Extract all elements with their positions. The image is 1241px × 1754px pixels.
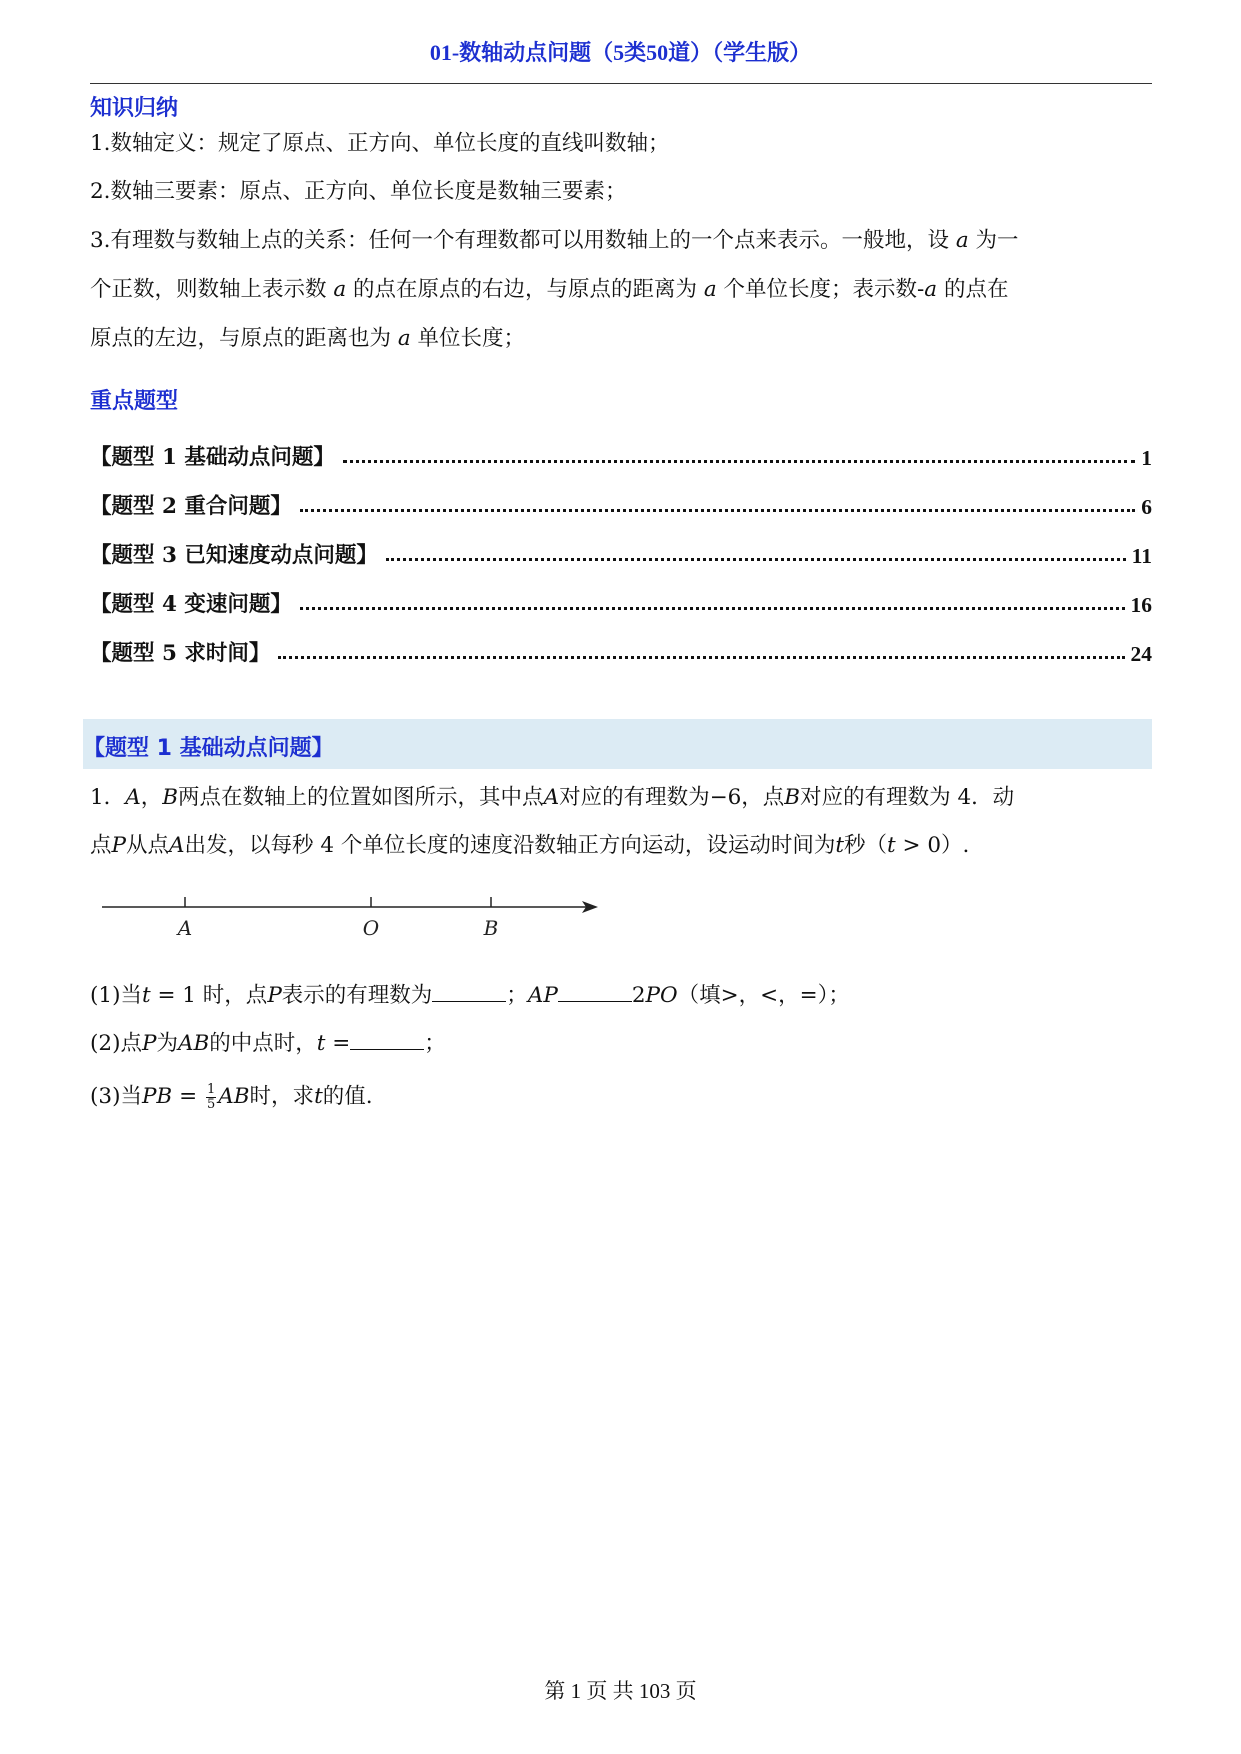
answer-blank[interactable] — [350, 1027, 424, 1050]
toc-leader-dots — [300, 607, 1125, 610]
knowledge-item-2: 2.数轴三要素：原点、正方向、单位长度是数轴三要素； — [90, 179, 627, 204]
knowledge-item-3-line-2: 个正数，则数轴上表示数 a 的点在原点的右边，与原点的距离为 a 个单位长度；表示数-a 的点在 — [90, 277, 1009, 302]
knowledge-section-title: 知识归纳 — [90, 96, 179, 121]
var-a: a — [924, 277, 938, 302]
toc-leader-dots — [343, 460, 1135, 463]
problem-1-line-2: 点P从点A出发，以每秒 4 个单位长度的速度沿数轴正方向运动，设运动时间为t秒（t > 0）. — [90, 833, 970, 858]
toc-page-number: 1 — [1141, 446, 1152, 470]
knowledge-item-3-line-1: 3.有理数与数轴上点的关系：任何一个有理数都可以用数轴上的一个点来表示。一般地，设 a 为一 — [90, 228, 1019, 253]
toc-label: 【题型 2 重合问题】 — [90, 494, 292, 519]
question-3: (3)当PB = $\frac{1}{5}$ AB时，求t的值. — [90, 1081, 373, 1112]
toc-page-number: 11 — [1131, 544, 1152, 568]
knowledge-item-1: 1.数轴定义：规定了原点、正方向、单位长度的直线叫数轴； — [90, 131, 670, 156]
question-2: (2)点P为AB的中点时，t = ； — [90, 1027, 1152, 1061]
var-a: a — [333, 277, 347, 302]
toc-leader-dots — [386, 558, 1126, 561]
toc-page-number: 6 — [1141, 495, 1152, 519]
label-a: A — [177, 916, 193, 940]
toc-row[interactable] — [90, 535, 1152, 569]
page-header-title: 01-数轴动点问题（5类50道）（学生版） — [429, 40, 812, 65]
key-types-section-title: 重点题型 — [90, 389, 179, 414]
toc-leader-dots — [278, 656, 1124, 659]
section-1-title: 【题型 1 基础动点问题】 — [83, 736, 334, 761]
fraction: $\frac{1}{5}$ — [206, 1081, 216, 1112]
number-line-figure — [98, 880, 618, 940]
var-a: a — [397, 326, 411, 351]
problem-1-line-1: 1．A，B两点在数轴上的位置如图所示，其中点A对应的有理数为−6，点B对应的有理数为 4．动 — [90, 785, 1015, 810]
toc-page-number: 24 — [1130, 642, 1152, 666]
var-a: a — [703, 277, 717, 302]
toc-row[interactable] — [90, 486, 1152, 520]
toc-label: 【题型 4 变速问题】 — [90, 592, 292, 617]
question-1: (1)当t = 1 时，点P表示的有理数为 ；AP 2PO（填>，<，=）； — [90, 979, 1152, 1013]
page-footer: 第 1 页 共 103 页 — [544, 1679, 697, 1703]
toc-page-number: 16 — [1130, 593, 1152, 617]
toc-label: 【题型 5 求时间】 — [90, 641, 271, 666]
label-o: O — [362, 916, 380, 940]
toc-label: 【题型 1 基础动点问题】 — [90, 445, 335, 470]
answer-blank[interactable] — [432, 979, 506, 1002]
answer-blank[interactable] — [558, 979, 632, 1002]
toc-row[interactable] — [90, 437, 1152, 471]
toc-row[interactable] — [90, 633, 1152, 667]
toc-label: 【题型 3 已知速度动点问题】 — [90, 543, 378, 568]
label-b: B — [483, 916, 499, 940]
header-divider — [90, 83, 1152, 84]
toc-leader-dots — [300, 509, 1135, 512]
var-a: a — [955, 228, 969, 253]
toc-row[interactable] — [90, 584, 1152, 618]
knowledge-item-3-line-3: 原点的左边，与原点的距离也为 a 单位长度； — [90, 326, 526, 351]
